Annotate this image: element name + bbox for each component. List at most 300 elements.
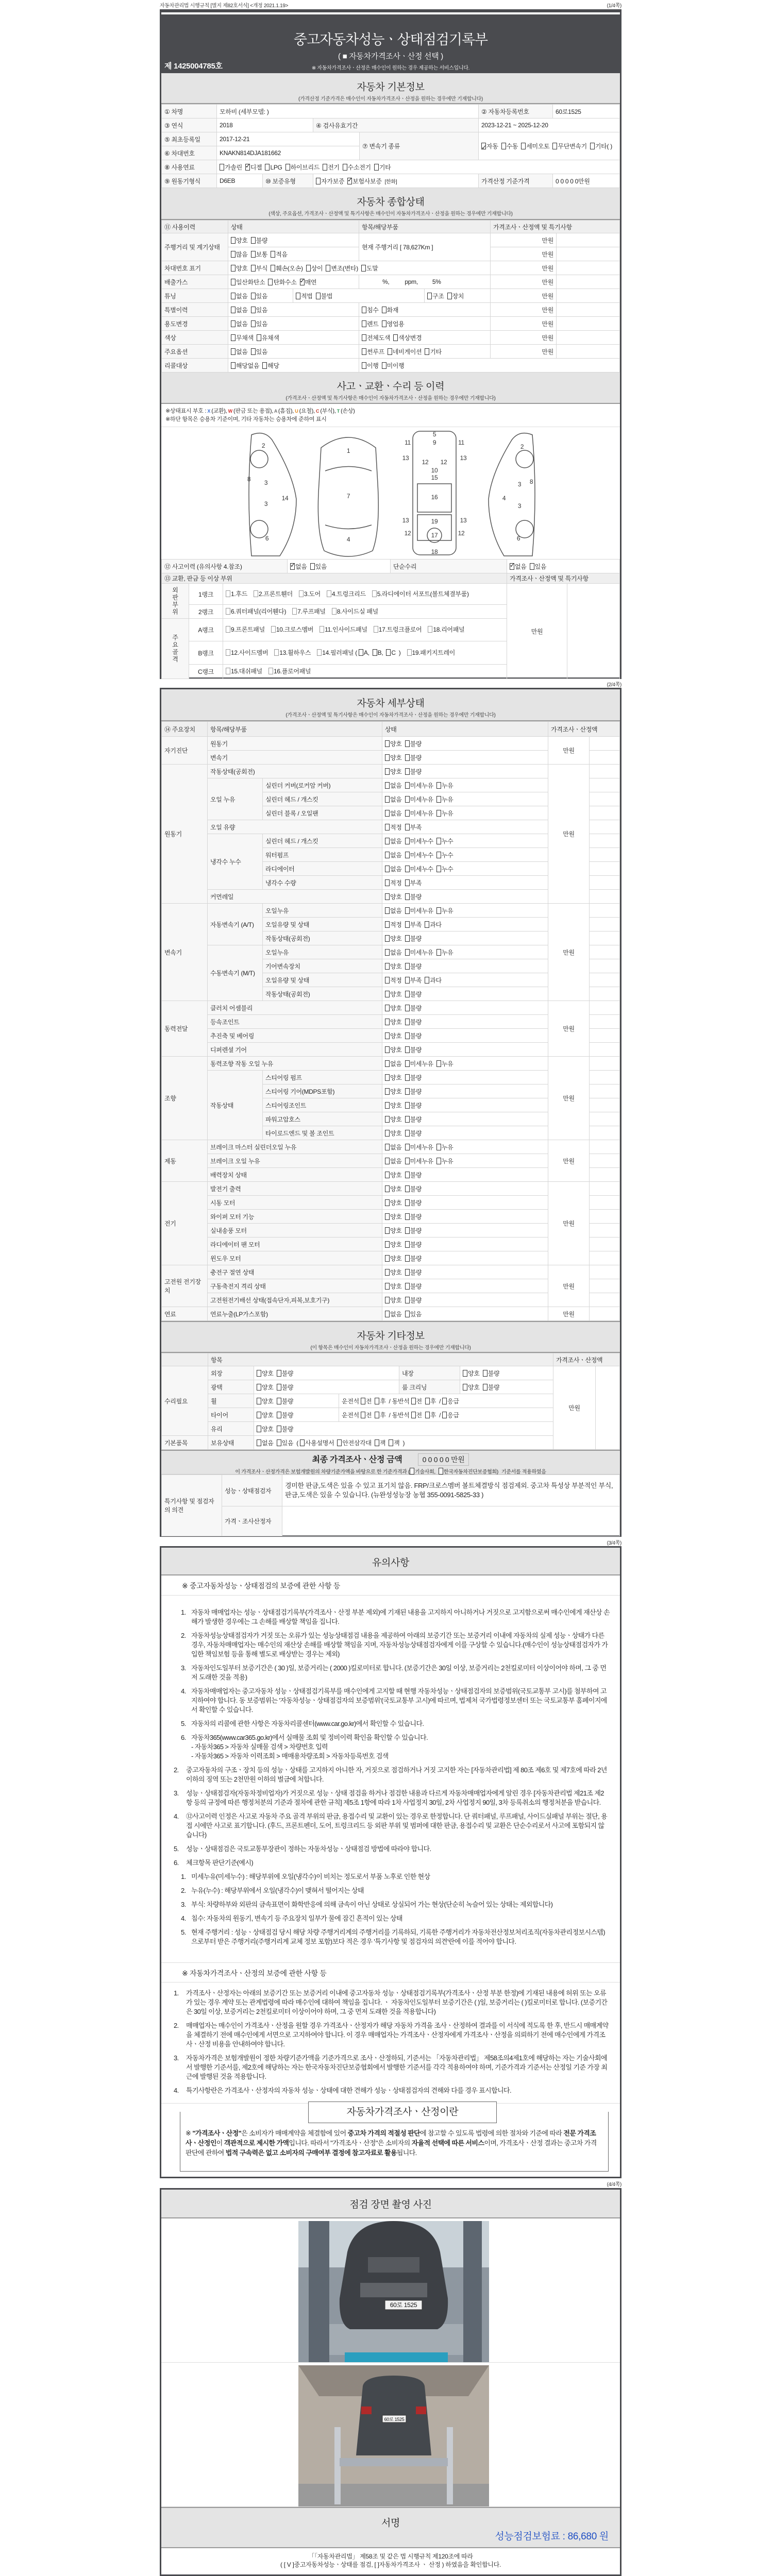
checkbox[interactable]: [251, 348, 256, 355]
checkbox[interactable]: [405, 1005, 410, 1011]
checkbox-option[interactable]: [405, 823, 422, 832]
checkbox[interactable]: [405, 977, 410, 984]
checkbox-option[interactable]: [268, 667, 311, 676]
checkbox-option[interactable]: [299, 589, 321, 599]
checkbox[interactable]: [251, 237, 256, 244]
price-note-cell[interactable]: [557, 275, 620, 289]
checkbox[interactable]: [436, 866, 441, 872]
checkbox[interactable]: [552, 143, 557, 149]
checkbox[interactable]: [405, 879, 410, 886]
checkbox-option[interactable]: [405, 1268, 422, 1277]
checkbox-option[interactable]: [405, 865, 433, 873]
checkbox[interactable]: [343, 164, 347, 171]
checkbox-option[interactable]: [385, 906, 402, 915]
price-note-cell[interactable]: [590, 918, 620, 931]
checkbox-option[interactable]: [405, 1101, 422, 1110]
checkbox-option[interactable]: [436, 1157, 453, 1165]
checkbox[interactable]: [590, 143, 595, 149]
checkbox-option[interactable]: [271, 264, 303, 273]
price-note-cell[interactable]: [557, 345, 620, 359]
checkbox[interactable]: [405, 1199, 410, 1206]
checkbox-option[interactable]: [405, 753, 422, 762]
checkbox-option[interactable]: [385, 1310, 402, 1318]
checkbox-option[interactable]: [382, 361, 405, 370]
checkbox-option[interactable]: [385, 823, 402, 832]
checkbox-option[interactable]: [385, 1198, 402, 1207]
checkbox-option[interactable]: [436, 948, 453, 957]
checkbox[interactable]: [405, 1185, 410, 1192]
checkbox[interactable]: [385, 754, 390, 761]
checkbox[interactable]: [385, 991, 390, 997]
checkbox[interactable]: [385, 866, 390, 872]
checkbox-option[interactable]: [405, 1226, 422, 1235]
checkbox[interactable]: [405, 1116, 410, 1123]
checkbox[interactable]: [405, 921, 410, 928]
checkbox[interactable]: [385, 1227, 390, 1234]
checkbox-option[interactable]: [521, 140, 549, 152]
price-note-cell[interactable]: [590, 1307, 620, 1321]
checkbox-option[interactable]: [389, 1438, 399, 1447]
checkbox[interactable]: [405, 1213, 410, 1220]
checkbox-option[interactable]: [372, 589, 469, 599]
checkbox[interactable]: [385, 1060, 390, 1067]
checkbox-option[interactable]: [245, 163, 262, 172]
checkbox[interactable]: [385, 879, 390, 886]
price-note-cell[interactable]: [557, 317, 620, 331]
checkbox-option[interactable]: [382, 319, 405, 328]
price-note-cell[interactable]: [590, 1293, 620, 1307]
checkbox-option[interactable]: [277, 1425, 294, 1433]
checkbox-option[interactable]: [385, 781, 402, 790]
checkbox-option[interactable]: [436, 865, 453, 873]
price-note-cell[interactable]: [590, 1182, 620, 1196]
checkbox[interactable]: [385, 852, 390, 858]
checkbox[interactable]: [382, 320, 386, 327]
checkbox-option[interactable]: [385, 878, 402, 887]
price-note-cell[interactable]: [590, 890, 620, 904]
checkbox-option[interactable]: [439, 1467, 498, 1475]
checkbox[interactable]: [385, 824, 390, 831]
checkbox[interactable]: [385, 1185, 390, 1192]
checkbox-option[interactable]: [385, 795, 402, 804]
checkbox[interactable]: [388, 348, 392, 355]
checkbox[interactable]: [405, 1297, 410, 1303]
checkbox[interactable]: [220, 164, 224, 171]
checkbox[interactable]: [405, 1283, 410, 1290]
checkbox[interactable]: [385, 1102, 390, 1109]
price-note-cell[interactable]: [590, 931, 620, 945]
checkbox-option[interactable]: [359, 648, 369, 658]
checkbox[interactable]: [425, 348, 429, 355]
checkbox-option[interactable]: [405, 809, 433, 818]
checkbox-option[interactable]: [425, 920, 442, 929]
checkbox-option[interactable]: [405, 739, 422, 748]
checkbox[interactable]: [463, 1370, 467, 1377]
checkbox[interactable]: [436, 796, 441, 803]
checkbox-option[interactable]: [385, 962, 402, 971]
checkbox[interactable]: [405, 838, 410, 844]
checkbox[interactable]: [405, 1227, 410, 1234]
checkbox-option[interactable]: [373, 648, 383, 658]
checkbox[interactable]: [257, 1370, 261, 1377]
checkbox-option[interactable]: [385, 1157, 402, 1165]
checkbox-option[interactable]: [386, 648, 395, 658]
checkbox-option[interactable]: [316, 292, 333, 300]
checkbox[interactable]: [257, 1439, 261, 1446]
checkbox-option[interactable]: [375, 1411, 385, 1419]
checkbox[interactable]: [385, 963, 390, 970]
checkbox-option[interactable]: [385, 1282, 402, 1291]
checkbox-option[interactable]: [385, 1101, 402, 1110]
price-note-cell[interactable]: [590, 1001, 620, 1015]
checkbox[interactable]: [405, 1074, 410, 1081]
price-note-cell[interactable]: [590, 1238, 620, 1251]
checkbox-option[interactable]: [323, 163, 340, 172]
checkbox[interactable]: [271, 265, 275, 272]
checkbox[interactable]: [362, 320, 366, 327]
front-inspection-photo[interactable]: [298, 2221, 489, 2362]
checkbox[interactable]: [436, 782, 441, 789]
checkbox-option[interactable]: [385, 865, 402, 873]
checkbox[interactable]: [226, 668, 230, 674]
checkbox[interactable]: [317, 649, 322, 656]
checkbox[interactable]: [245, 164, 250, 171]
checkbox-option[interactable]: [347, 177, 381, 185]
checkbox-option[interactable]: [292, 607, 326, 617]
checkbox[interactable]: [382, 307, 386, 313]
checkbox-option[interactable]: [343, 163, 371, 172]
checkbox-option[interactable]: [411, 1411, 422, 1419]
checkbox[interactable]: [501, 143, 506, 149]
checkbox-option[interactable]: [405, 1282, 422, 1291]
price-note-cell[interactable]: [590, 792, 620, 806]
checkbox[interactable]: [320, 626, 324, 633]
checkbox-option[interactable]: [251, 264, 268, 273]
checkbox-option[interactable]: [271, 625, 313, 635]
checkbox-option[interactable]: [405, 962, 422, 971]
checkbox[interactable]: [436, 810, 441, 817]
checkbox[interactable]: [290, 563, 295, 570]
price-note-cell[interactable]: [557, 233, 620, 247]
price-note-cell[interactable]: [590, 904, 620, 918]
checkbox[interactable]: [268, 279, 273, 285]
checkbox-option[interactable]: [257, 1383, 274, 1392]
checkbox[interactable]: [231, 265, 236, 272]
checkbox[interactable]: [411, 1398, 416, 1404]
checkbox-option[interactable]: [332, 607, 378, 617]
checkbox-option[interactable]: [405, 1171, 422, 1179]
checkbox-option[interactable]: [362, 306, 379, 314]
checkbox-option[interactable]: [405, 1115, 422, 1124]
checkbox[interactable]: [436, 838, 441, 844]
checkbox[interactable]: [425, 977, 429, 984]
checkbox-option[interactable]: [257, 1425, 274, 1433]
checkbox[interactable]: [481, 143, 486, 149]
checkbox[interactable]: [385, 1074, 390, 1081]
checkbox-option[interactable]: [385, 892, 402, 901]
checkbox[interactable]: [332, 608, 337, 615]
checkbox-option[interactable]: [405, 934, 422, 943]
checkbox-option[interactable]: [274, 648, 311, 658]
checkbox[interactable]: [405, 1144, 410, 1150]
checkbox-option[interactable]: [552, 140, 586, 152]
checkbox[interactable]: [405, 754, 410, 761]
checkbox-option[interactable]: [374, 625, 422, 635]
checkbox[interactable]: [393, 334, 398, 341]
price-note-cell[interactable]: [590, 876, 620, 890]
checkbox[interactable]: [385, 1130, 390, 1137]
checkbox-option[interactable]: [382, 306, 399, 314]
checkbox[interactable]: [385, 1255, 390, 1262]
checkbox[interactable]: [405, 1102, 410, 1109]
checkbox-option[interactable]: [251, 250, 268, 259]
checkbox-option[interactable]: [251, 236, 268, 245]
checkbox[interactable]: [405, 893, 410, 900]
checkbox[interactable]: [375, 1439, 379, 1446]
price-note-cell[interactable]: [590, 1210, 620, 1224]
checkbox[interactable]: [385, 1032, 390, 1039]
checkbox[interactable]: [385, 1005, 390, 1011]
checkbox-option[interactable]: [251, 319, 268, 328]
checkbox[interactable]: [385, 810, 390, 817]
checkbox-option[interactable]: [257, 1411, 274, 1419]
price-note-cell[interactable]: [590, 959, 620, 973]
price-note-cell[interactable]: [590, 987, 620, 1001]
checkbox-option[interactable]: [226, 667, 262, 676]
price-note-cell[interactable]: [590, 1265, 620, 1279]
checkbox[interactable]: [231, 320, 236, 327]
price-note-cell[interactable]: [590, 1154, 620, 1168]
checkbox[interactable]: [447, 293, 452, 299]
checkbox-option[interactable]: [385, 1212, 402, 1221]
checkbox[interactable]: [231, 251, 236, 258]
checkbox[interactable]: [231, 334, 236, 341]
checkbox-option[interactable]: [385, 1296, 402, 1304]
checkbox[interactable]: [405, 852, 410, 858]
checkbox-option[interactable]: [385, 837, 402, 845]
price-note-cell[interactable]: [557, 303, 620, 317]
checkbox-option[interactable]: [361, 1411, 372, 1419]
checkbox[interactable]: [385, 977, 390, 984]
checkbox-option[interactable]: [405, 948, 433, 957]
price-note-cell[interactable]: [590, 806, 620, 820]
checkbox-option[interactable]: [327, 589, 366, 599]
checkbox[interactable]: [231, 307, 236, 313]
checkbox-option[interactable]: [463, 1383, 480, 1392]
checkbox[interactable]: [405, 1088, 410, 1095]
checkbox-option[interactable]: [361, 264, 378, 273]
checkbox-option[interactable]: [375, 1397, 385, 1405]
checkbox-option[interactable]: [483, 1383, 500, 1392]
checkbox[interactable]: [425, 1398, 430, 1404]
checkbox-option[interactable]: [231, 347, 248, 356]
checkbox-option[interactable]: [226, 648, 268, 658]
checkbox[interactable]: [425, 921, 429, 928]
checkbox[interactable]: [375, 1398, 379, 1404]
checkbox-option[interactable]: [231, 292, 248, 300]
checkbox[interactable]: [362, 348, 366, 355]
checkbox-option[interactable]: [362, 361, 379, 370]
checkbox-option[interactable]: [265, 164, 282, 171]
checkbox[interactable]: [373, 649, 377, 656]
checkbox-option[interactable]: [436, 906, 453, 915]
checkbox-option[interactable]: [405, 1059, 433, 1068]
checkbox-option[interactable]: [385, 1115, 402, 1124]
checkbox[interactable]: [385, 1158, 390, 1164]
checkbox-option[interactable]: [483, 1369, 500, 1378]
checkbox-option[interactable]: [405, 1031, 422, 1040]
checkbox-option[interactable]: [251, 347, 268, 356]
checkbox[interactable]: [374, 164, 379, 171]
checkbox[interactable]: [327, 590, 331, 597]
checkbox[interactable]: [251, 265, 256, 272]
checkbox-option[interactable]: [231, 236, 248, 245]
checkbox[interactable]: [277, 1398, 281, 1404]
checkbox-option[interactable]: [231, 333, 254, 342]
checkbox-option[interactable]: [405, 1254, 422, 1263]
checkbox[interactable]: [385, 768, 390, 775]
checkbox[interactable]: [385, 1283, 390, 1290]
checkbox-option[interactable]: [428, 625, 464, 635]
checkbox-option[interactable]: [257, 1438, 274, 1447]
checkbox-option[interactable]: [385, 753, 402, 762]
checkbox[interactable]: [277, 1426, 281, 1432]
checkbox[interactable]: [405, 1172, 410, 1178]
checkbox[interactable]: [231, 348, 236, 355]
checkbox-option[interactable]: [425, 347, 442, 356]
checkbox-option[interactable]: [385, 990, 402, 998]
checkbox-option[interactable]: [277, 1438, 294, 1447]
checkbox-option[interactable]: [405, 1184, 422, 1193]
price-note-cell[interactable]: [590, 1084, 620, 1098]
price-note-cell[interactable]: [590, 820, 620, 834]
checkbox[interactable]: [268, 668, 273, 674]
checkbox[interactable]: [405, 1032, 410, 1039]
checkbox[interactable]: [231, 279, 236, 285]
checkbox[interactable]: [385, 796, 390, 803]
checkbox[interactable]: [277, 1412, 281, 1418]
checkbox[interactable]: [271, 251, 275, 258]
checkbox[interactable]: [385, 838, 390, 844]
checkbox-option[interactable]: [385, 1004, 402, 1012]
checkbox-option[interactable]: [405, 1129, 422, 1138]
checkbox-option[interactable]: [362, 319, 379, 328]
checkbox[interactable]: [385, 1311, 390, 1317]
checkbox[interactable]: [300, 279, 305, 285]
checkbox[interactable]: [251, 251, 256, 258]
checkbox[interactable]: [385, 1269, 390, 1276]
checkbox-option[interactable]: [385, 1018, 402, 1026]
checkbox-option[interactable]: [436, 795, 453, 804]
checkbox-option[interactable]: [362, 333, 390, 342]
checkbox[interactable]: [405, 810, 410, 817]
checkbox-option[interactable]: [436, 1059, 453, 1068]
checkbox-option[interactable]: [463, 1369, 480, 1378]
checkbox[interactable]: [374, 626, 378, 633]
checkbox[interactable]: [254, 590, 258, 597]
checkbox[interactable]: [405, 824, 410, 831]
checkbox-option[interactable]: [385, 1129, 402, 1138]
price-note-cell[interactable]: [590, 1168, 620, 1182]
checkbox-option[interactable]: [405, 1045, 422, 1054]
price-note-cell[interactable]: [590, 1071, 620, 1084]
price-note-cell[interactable]: [567, 584, 620, 679]
price-note-cell[interactable]: [590, 973, 620, 987]
checkbox-option[interactable]: [257, 333, 279, 342]
checkbox[interactable]: [428, 626, 432, 633]
price-note-cell[interactable]: [590, 1057, 620, 1071]
checkbox-option[interactable]: [385, 1073, 402, 1082]
checkbox-option[interactable]: [405, 1087, 422, 1096]
checkbox-option[interactable]: [405, 795, 433, 804]
checkbox[interactable]: [386, 649, 391, 656]
checkbox[interactable]: [316, 293, 321, 299]
checkbox-option[interactable]: [277, 1411, 294, 1419]
price-note-cell[interactable]: [590, 1043, 620, 1057]
checkbox[interactable]: [405, 1060, 410, 1067]
price-note-cell[interactable]: [590, 1140, 620, 1154]
checkbox-option[interactable]: [385, 976, 402, 985]
checkbox-option[interactable]: [385, 1226, 402, 1235]
checkbox[interactable]: [510, 563, 514, 570]
checkbox[interactable]: [427, 293, 432, 299]
checkbox-option[interactable]: [405, 1212, 422, 1221]
checkbox-option[interactable]: [257, 1369, 274, 1378]
checkbox[interactable]: [405, 740, 410, 747]
checkbox-option[interactable]: [411, 1397, 422, 1405]
checkbox[interactable]: [323, 164, 327, 171]
price-note-cell[interactable]: [590, 1251, 620, 1265]
checkbox-option[interactable]: [385, 1143, 402, 1151]
checkbox-option[interactable]: [405, 990, 422, 998]
checkbox[interactable]: [362, 362, 366, 369]
checkbox-option[interactable]: [436, 1143, 453, 1151]
checkbox[interactable]: [285, 164, 290, 171]
checkbox[interactable]: [359, 649, 363, 656]
checkbox-option[interactable]: [231, 361, 259, 370]
price-note-cell[interactable]: [590, 1224, 620, 1238]
checkbox[interactable]: [299, 590, 304, 597]
checkbox-option[interactable]: [231, 306, 248, 314]
checkbox[interactable]: [436, 949, 441, 956]
checkbox[interactable]: [385, 740, 390, 747]
checkbox-option[interactable]: [385, 809, 402, 818]
price-note-cell[interactable]: [590, 778, 620, 792]
checkbox[interactable]: [405, 935, 410, 942]
checkbox-option[interactable]: [442, 1397, 459, 1405]
checkbox-option[interactable]: [405, 1240, 422, 1249]
checkbox-option[interactable]: [405, 1157, 433, 1165]
checkbox[interactable]: [385, 1144, 390, 1150]
checkbox[interactable]: [257, 1412, 261, 1418]
checkbox[interactable]: [251, 293, 256, 299]
checkbox-option[interactable]: [530, 562, 547, 571]
checkbox[interactable]: [436, 852, 441, 858]
checkbox[interactable]: [436, 1060, 441, 1067]
checkbox[interactable]: [347, 178, 352, 184]
checkbox-option[interactable]: [385, 767, 402, 776]
checkbox-option[interactable]: [407, 648, 456, 658]
underside-inspection-photo[interactable]: [298, 2365, 489, 2506]
checkbox[interactable]: [405, 796, 410, 803]
checkbox-option[interactable]: [393, 333, 422, 342]
price-note-cell[interactable]: [590, 765, 620, 778]
checkbox-option[interactable]: [362, 347, 384, 356]
price-note-cell[interactable]: [590, 1112, 620, 1126]
checkbox-option[interactable]: [251, 306, 268, 314]
checkbox[interactable]: [405, 1255, 410, 1262]
checkbox-option[interactable]: [436, 809, 453, 818]
